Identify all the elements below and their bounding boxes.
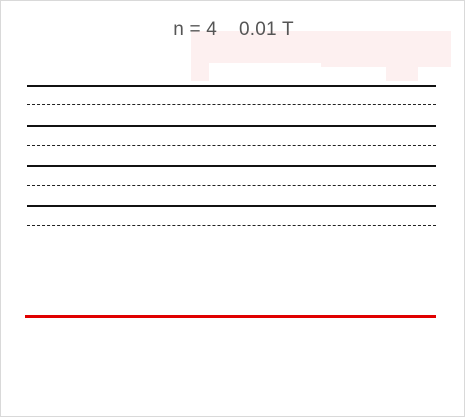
sublevel-dashed-line — [27, 145, 436, 146]
diagram-title — [1, 17, 465, 43]
sublevel-dashed-line — [27, 104, 436, 105]
tint-region — [386, 67, 418, 81]
red-baseline-line — [25, 315, 436, 318]
field-strength-label: 0.01 T — [239, 19, 294, 40]
tint-region — [191, 63, 209, 81]
sublevel-dashed-line — [27, 185, 436, 186]
sublevel-dashed-line — [27, 225, 436, 226]
energy-level-line — [27, 85, 436, 87]
energy-level-line — [27, 205, 436, 207]
energy-level-line — [27, 125, 436, 127]
quantum-number-label: n = 4 — [173, 19, 218, 40]
energy-level-line — [27, 165, 436, 167]
